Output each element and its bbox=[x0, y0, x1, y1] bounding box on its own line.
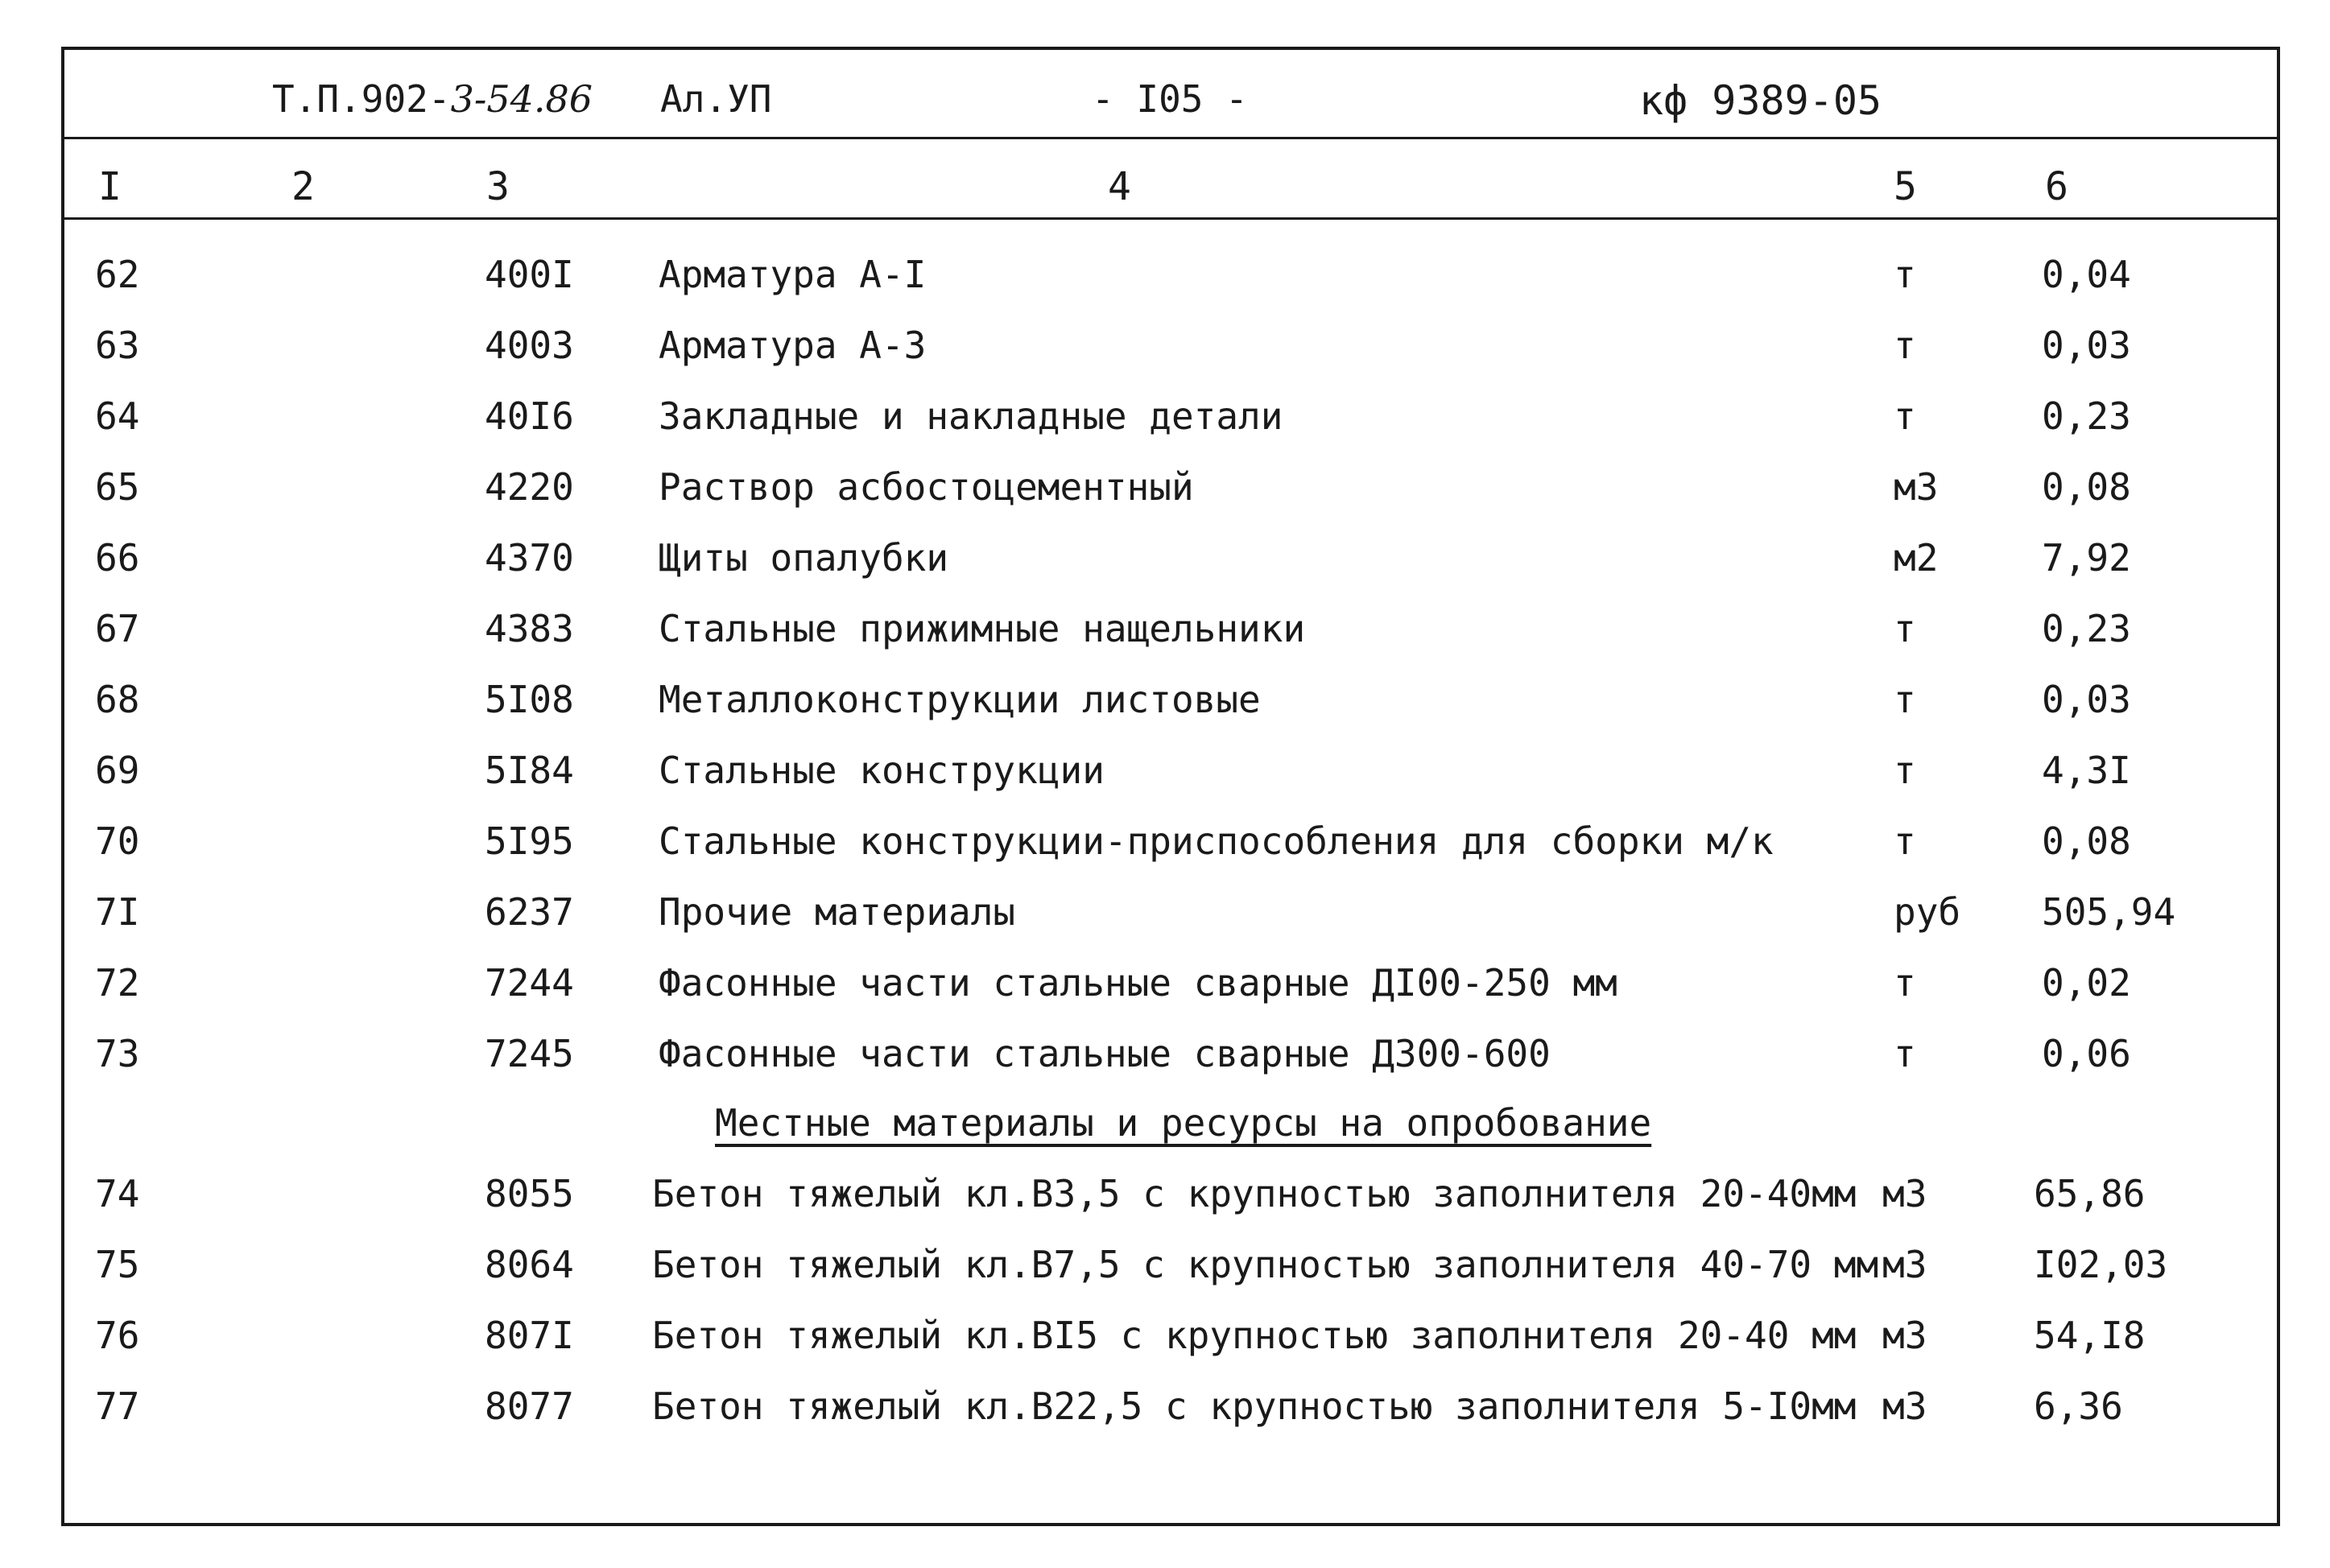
unit: т bbox=[1894, 394, 1916, 438]
unit: м3 bbox=[1882, 1172, 1927, 1215]
material-name: Фасонные части стальные сварные Д300-600 bbox=[659, 1032, 1551, 1075]
project-code-prefix: Т.П.902- bbox=[272, 77, 451, 121]
material-name: Стальные конструкции bbox=[659, 749, 1105, 792]
material-code: 807I bbox=[485, 1314, 574, 1357]
archive-code: кф 9389-05 bbox=[1639, 77, 1882, 124]
row-number: 76 bbox=[95, 1314, 140, 1357]
quantity: 4,3I bbox=[2042, 749, 2131, 792]
row-number: 62 bbox=[95, 253, 140, 296]
quantity: 0,23 bbox=[2042, 394, 2131, 438]
material-name: Бетон тяжелый кл.В3,5 с крупностью заполнителя 20-40мм bbox=[652, 1172, 1857, 1215]
row-number: 69 bbox=[95, 749, 140, 792]
material-code: 4220 bbox=[485, 465, 574, 509]
row-number: 77 bbox=[95, 1384, 140, 1428]
quantity: 54,I8 bbox=[2034, 1314, 2146, 1357]
quantity: 65,86 bbox=[2034, 1172, 2146, 1215]
row-number: 67 bbox=[95, 607, 140, 650]
row-number: 75 bbox=[95, 1243, 140, 1286]
column-header-4: 4 bbox=[1108, 164, 1131, 209]
row-number: 74 bbox=[95, 1172, 140, 1215]
row-number: 72 bbox=[95, 961, 140, 1005]
material-code: 4383 bbox=[485, 607, 574, 650]
unit: руб bbox=[1894, 890, 1961, 934]
row-number: 63 bbox=[95, 324, 140, 367]
material-name: Арматура А-3 bbox=[659, 324, 927, 367]
column-header-3: 3 bbox=[486, 164, 510, 209]
unit: т bbox=[1894, 819, 1916, 863]
project-code-suffix: 3-54.86 bbox=[450, 77, 593, 121]
material-code: 400I bbox=[485, 253, 574, 296]
quantity: 0,03 bbox=[2042, 324, 2131, 367]
column-header-1: I bbox=[98, 164, 122, 209]
header-divider bbox=[61, 137, 2280, 139]
unit: м3 bbox=[1882, 1384, 1927, 1428]
material-code: 40I6 bbox=[485, 394, 574, 438]
material-name: Металлоконструкции листовые bbox=[659, 678, 1261, 721]
quantity: 0,04 bbox=[2042, 253, 2131, 296]
column-header-2: 2 bbox=[291, 164, 315, 209]
material-name: Бетон тяжелый кл.В22,5 с крупностью заполнителя 5-I0мм bbox=[652, 1384, 1857, 1428]
material-code: 8064 bbox=[485, 1243, 574, 1286]
unit: т bbox=[1894, 678, 1916, 721]
material-name: Прочие материалы bbox=[659, 890, 1016, 934]
section-heading: Местные материалы и ресурсы на опробование bbox=[715, 1101, 1652, 1145]
row-number: 7I bbox=[95, 890, 140, 934]
unit: т bbox=[1894, 749, 1916, 792]
material-name: Бетон тяжелый кл.В7,5 с крупностью заполнителя 40-70 мм bbox=[652, 1243, 1879, 1286]
material-code: 8077 bbox=[485, 1384, 574, 1428]
column-header-5: 5 bbox=[1894, 164, 1917, 209]
quantity: 0,08 bbox=[2042, 819, 2131, 863]
unit: т bbox=[1894, 253, 1916, 296]
quantity: 6,36 bbox=[2034, 1384, 2123, 1428]
material-name: Стальные конструкции-приспособления для сборки м/к bbox=[659, 819, 1774, 863]
unit: м2 bbox=[1894, 536, 1939, 580]
material-name: Щиты опалубки bbox=[659, 536, 949, 580]
quantity: 7,92 bbox=[2042, 536, 2131, 580]
row-number: 73 bbox=[95, 1032, 140, 1075]
material-code: 8055 bbox=[485, 1172, 574, 1215]
project-code bbox=[272, 77, 593, 121]
page-number: - I05 - bbox=[1092, 77, 1248, 121]
unit: т bbox=[1894, 1032, 1916, 1075]
album-label: Ал.УП bbox=[660, 77, 772, 121]
material-code: 6237 bbox=[485, 890, 574, 934]
column-header-divider bbox=[61, 217, 2280, 220]
material-name: Закладные и накладные детали bbox=[659, 394, 1283, 438]
unit: м3 bbox=[1882, 1243, 1927, 1286]
material-name: Фасонные части стальные сварные ДI00-250 мм bbox=[659, 961, 1617, 1005]
material-code: 4003 bbox=[485, 324, 574, 367]
quantity: 505,94 bbox=[2042, 890, 2176, 934]
material-code: 5I95 bbox=[485, 819, 574, 863]
row-number: 65 bbox=[95, 465, 140, 509]
row-number: 70 bbox=[95, 819, 140, 863]
row-number: 64 bbox=[95, 394, 140, 438]
quantity: 0,08 bbox=[2042, 465, 2131, 509]
row-number: 68 bbox=[95, 678, 140, 721]
unit: т bbox=[1894, 324, 1916, 367]
unit: м3 bbox=[1894, 465, 1939, 509]
material-code: 7245 bbox=[485, 1032, 574, 1075]
material-name: Раствор асбостоцементный bbox=[659, 465, 1194, 509]
row-number: 66 bbox=[95, 536, 140, 580]
material-code: 7244 bbox=[485, 961, 574, 1005]
quantity: I02,03 bbox=[2034, 1243, 2168, 1286]
quantity: 0,06 bbox=[2042, 1032, 2131, 1075]
material-name: Стальные прижимные нащельники bbox=[659, 607, 1306, 650]
material-name: Арматура А-I bbox=[659, 253, 927, 296]
material-name: Бетон тяжелый кл.ВI5 с крупностью заполнителя 20-40 мм bbox=[652, 1314, 1857, 1357]
quantity: 0,23 bbox=[2042, 607, 2131, 650]
material-code: 5I84 bbox=[485, 749, 574, 792]
material-code: 4370 bbox=[485, 536, 574, 580]
document-frame bbox=[61, 47, 2280, 1526]
unit: т bbox=[1894, 607, 1916, 650]
quantity: 0,02 bbox=[2042, 961, 2131, 1005]
unit: т bbox=[1894, 961, 1916, 1005]
unit: м3 bbox=[1882, 1314, 1927, 1357]
material-code: 5I08 bbox=[485, 678, 574, 721]
column-header-6: 6 bbox=[2045, 164, 2068, 209]
quantity: 0,03 bbox=[2042, 678, 2131, 721]
